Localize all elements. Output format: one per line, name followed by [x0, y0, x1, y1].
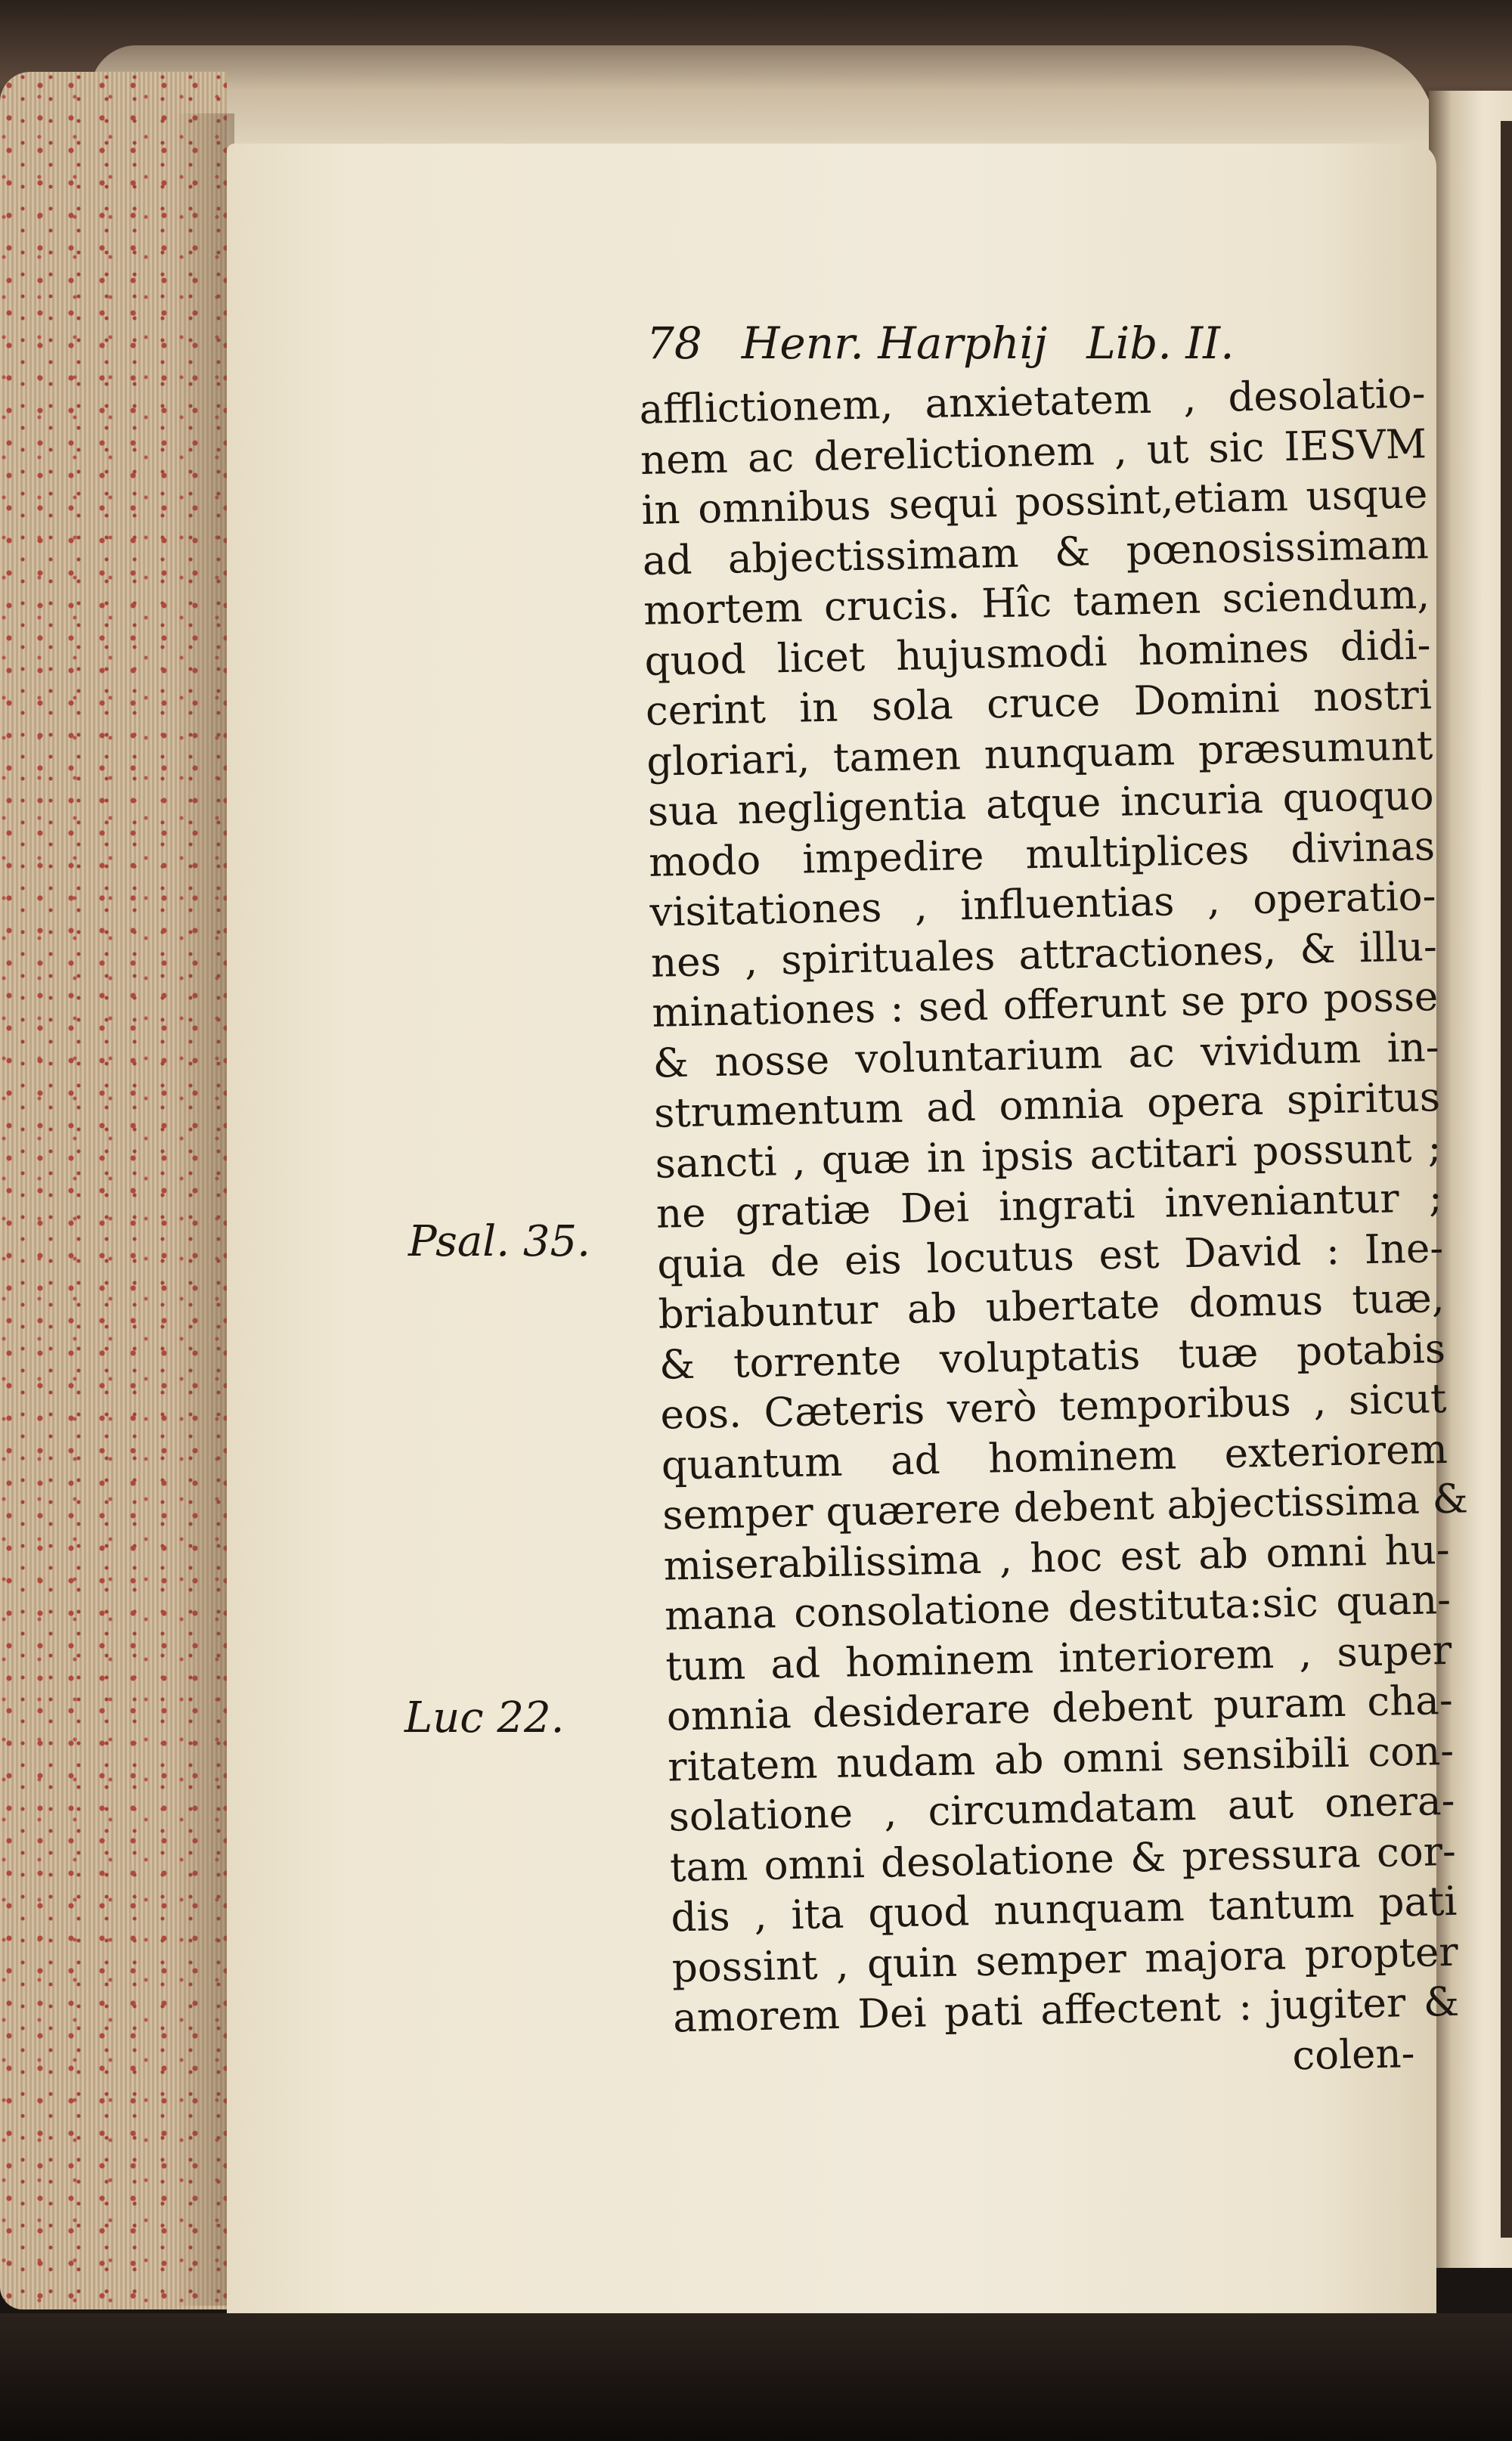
text-line: nes , spirituales attractiones, & illu-: [650, 923, 1438, 987]
text-line: quantum ad hominem exteriorem: [661, 1426, 1448, 1489]
text-line: mana consolatione destituta:sic quan-: [664, 1576, 1452, 1640]
text-line: in omnibus sequi possint,etiam usque: [640, 471, 1428, 534]
text-line: sua negligentia atque incuria quoquo: [647, 773, 1435, 835]
text-line: possint , quin semper majora propter: [671, 1928, 1459, 1992]
text-line: tam omni desolatione & pressura cor-: [669, 1828, 1457, 1891]
text-line: eos. Cæteris verò temporibus , sicut: [659, 1375, 1447, 1439]
text-line: quod licet hujusmodi homines didi-: [644, 621, 1432, 685]
catchword: colen-: [1291, 2030, 1416, 2079]
page-number: 78: [646, 318, 702, 369]
text-line: solatione , circumdatam aut onera-: [668, 1777, 1456, 1841]
text-line: dis , ita quod nunquam tantum pati: [670, 1878, 1458, 1941]
text-line: omnia desiderare debent puram cha-: [666, 1677, 1454, 1740]
text-line: & torrente voluptatis tuæ potabis: [658, 1325, 1446, 1389]
text-line: tum ad hominem interiorem , super: [665, 1627, 1452, 1690]
text-line: visitationes , influentias , operatio-: [649, 873, 1437, 936]
text-line: mortem crucis. Hîc tamen sciendum,: [643, 572, 1430, 634]
text-line: cerint in sola cruce Domini nostri: [645, 672, 1433, 735]
text-line: strumentum ad omnia opera spiritus: [653, 1074, 1441, 1137]
text-line: amorem Dei pati affectent : jugiter &: [672, 1978, 1460, 2042]
page-stack-top: [91, 45, 1436, 159]
text-line: miserabilissima , hoc est ab omni hu-: [663, 1526, 1451, 1590]
text-line: afflictionem, anxietatem , desolatio-: [639, 370, 1427, 433]
text-line: modo impedire multiplices divinas: [648, 822, 1436, 886]
text-line: briabuntur ab ubertate domus tuæ,: [658, 1275, 1445, 1338]
background-bottom: [0, 2313, 1512, 2441]
text-line: semper quærere debent abjectissima &: [662, 1476, 1469, 1539]
margin-note-luke: Luc 22.: [404, 1693, 565, 1742]
margin-note-psalm: Psal. 35.: [408, 1217, 590, 1266]
text-line: minationes : sed offerunt se pro posse: [651, 974, 1439, 1036]
text-line: sancti , quæ in ipsis actitari possunt ;: [654, 1124, 1442, 1188]
facing-page-edge: [1501, 121, 1512, 2238]
text-line: ad abjectissimam & pœnosissimam: [642, 521, 1430, 584]
text-line: ne gratiæ Dei ingrati inveniantur ;: [655, 1174, 1443, 1238]
text-line: nem ac derelictionem , ut sic IESVM: [640, 420, 1427, 484]
body-text: [639, 369, 1469, 2094]
running-head-book: Lib. II.: [1086, 318, 1235, 369]
text-line: quia de eis locutus est David : Ine-: [656, 1225, 1444, 1288]
text-line: ritatem nudam ab omni sensibili con-: [667, 1727, 1455, 1791]
text-line: & nosse voluntarium ac vividum in-: [652, 1024, 1440, 1087]
running-head-author: Henr. Harphij: [741, 318, 1048, 369]
text-line: gloriari, tamen nunquam præsumunt: [646, 722, 1433, 785]
page-gutter-shadow: [174, 113, 234, 2306]
